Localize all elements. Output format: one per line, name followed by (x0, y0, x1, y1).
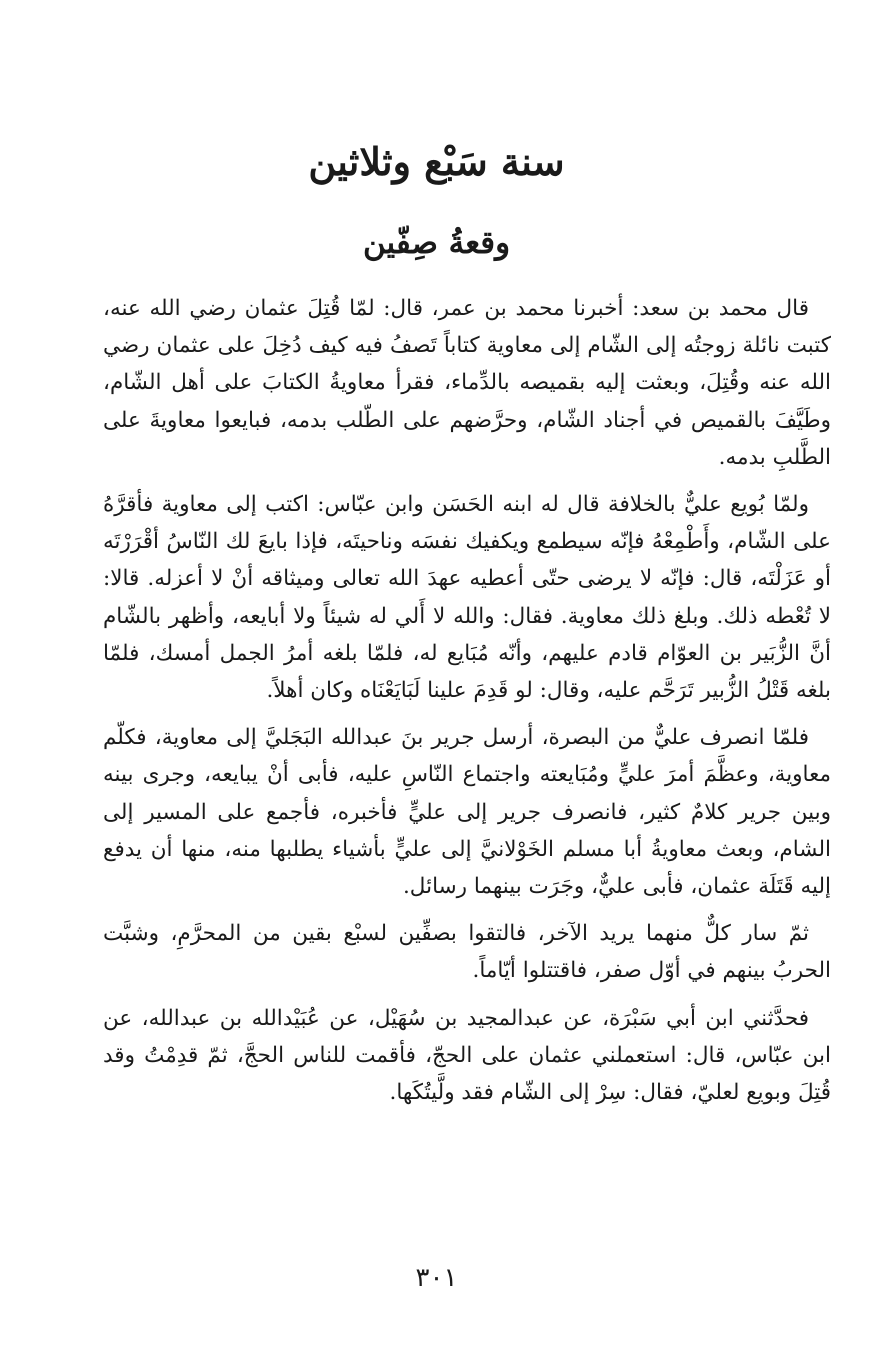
paragraph-1: قال محمد بن سعد: أخبرنا محمد بن عمر، قال: لمّا قُتِلَ عثمان رضي الله عنه، كتبت نائلة زوجتُه إلى الشّام إلى معاوية كتاباً تَصفُ فيه كيف دُخِلَ على عثمان رضي الله عنه وقُتِلَ، وبعثت إليه بقميصه بالدِّماء، فقرأ معاويةُ الكتابَ على أهل الشّام، وطَيَّفَ بالقميص في أجناد الشّام، وحرَّضهم على الطّلب بدمه، فبايعوا معاويةَ على الطَّلبِ بدمه. (103, 296, 831, 470)
paragraph-2: ولمّا بُويع عليٌّ بالخلافة قال له ابنه الحَسَن وابن عبّاس: اكتب إلى معاوية فأقرَّهُ على الشّام، وأَطْمِعْهُ فإنّه سيطمع ويكفيك نفسَه وناحيتَه، فإذا بايعَ لك النّاسُ أقْرَرْتَه أو عَزَلْتَه، قال: فإنّه لا يرضى حتّى أعطيه عهدَ الله تعالى وميثاقه أنْ لا أعزله. قالا: لا تُعْطه ذلك. وبلغ ذلك معاوية. فقال: والله لا أَلي له شيئاً ولا أبايعه، وأظهر بالشّام أنَّ الزُّبَير بن العوّام قادم عليهم، وأنّه مُبَايع له، فلمّا بلغه أمرُ الجمل أمسك، فلمّا بلغه قَتْلُ الزُّبير تَرَحَّم عليه، وقال: لو قَدِمَ علينا لَبَايَعْنَاه وكان أهلاً. (103, 492, 831, 704)
body-text (103, 290, 831, 1121)
paragraph-5: فحدَّثني ابن أبي سَبْرَة، عن عبدالمجيد بن سُهَيْل، عن عُبَيْدالله بن عبدالله، عن ابن عبّاس، قال: استعملني عثمان على الحجّ، فأقمت للناس الحجَّ، ثمّ قدِمْتُ وقد قُتِلَ وبويع لعليّ، فقال: سِرْ إلى الشّام فقد ولَّيتُكَها. (103, 1005, 831, 1106)
page-number: ٣٠١ (415, 1263, 458, 1293)
paragraph-4: ثمّ سار كلٌّ منهما يريد الآخر، فالتقوا بصفِّين لسبْع بقين من المحرَّمِ، وشبَّت الحربُ بينهم في أوّل صفر، فاقتتلوا أيّاماً. (103, 921, 831, 984)
paragraph-3: فلمّا انصرف عليٌّ من البصرة، أرسل جرير بنَ عبدالله البَجَليَّ إلى معاوية، فكلّم معاوية، وعظَّمَ أمرَ عليٍّ ومُبَايعته واجتماع النّاسِ عليه، فأبى أنْ يبايعه، وجرى بينه وبين جرير كلامٌ كثير، فانصرف جرير إلى عليٍّ فأخبره، فأجمع على المسير إلى الشام، وبعث معاويةُ أبا مسلم الخَوْلانيَّ إلى عليٍّ بأشياء يطلبها منه، منها أن يدفع إليه قَتَلَة عثمان، فأبى عليٌّ، وجَرَت بينهما رسائل. (103, 725, 831, 900)
chapter-title: سنة سَبْع وثلاثين (308, 139, 565, 184)
section-title: وقعةُ صِفّين (362, 225, 511, 261)
